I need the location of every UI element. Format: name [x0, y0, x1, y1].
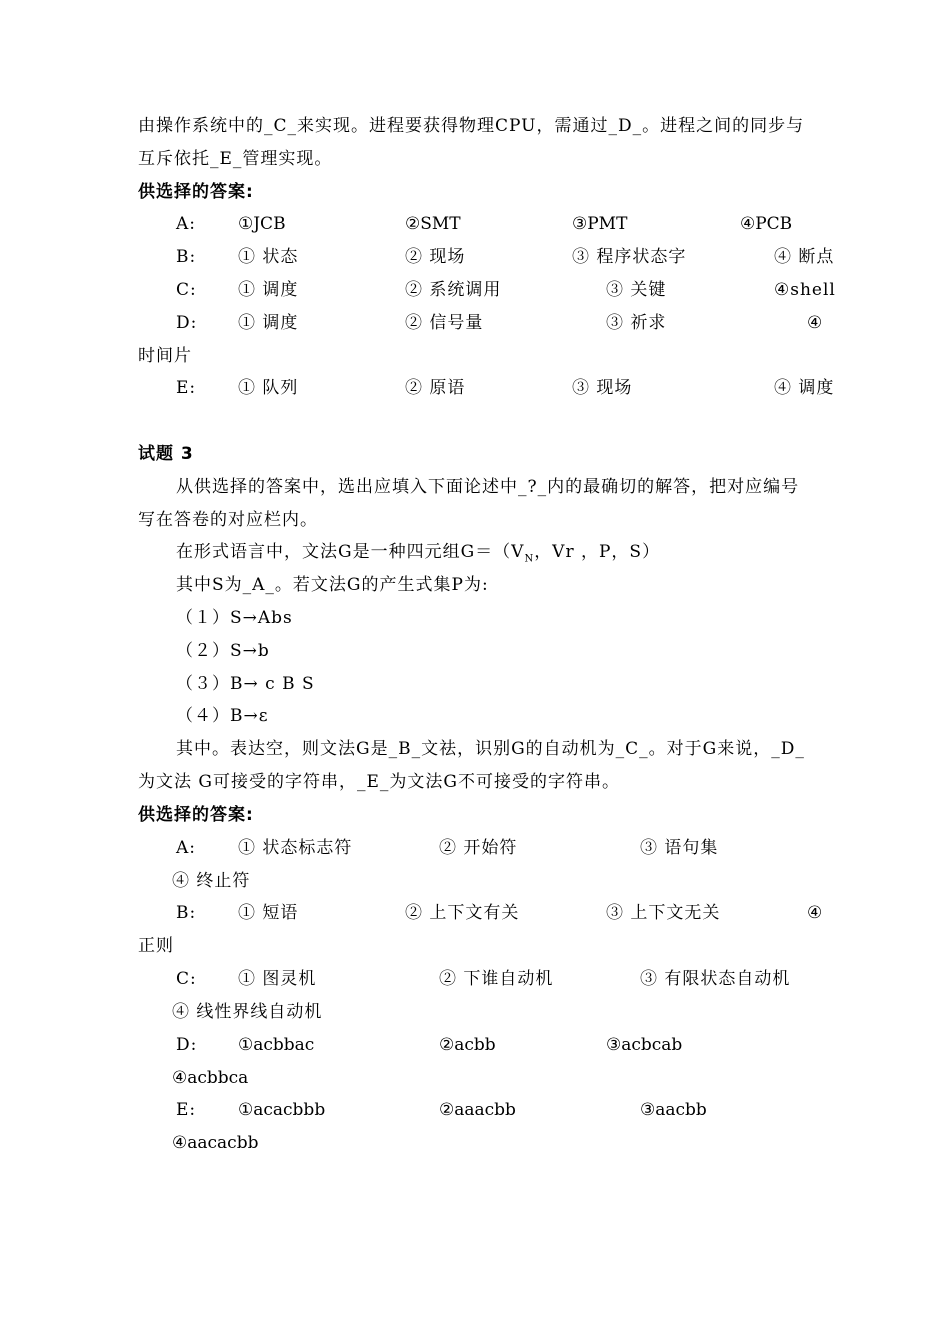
q3-instruction-line1: 从供选择的答案中，选出应填入下面论述中_?_内的最确切的解答，把对应编号: [176, 477, 800, 497]
option-label: D:: [176, 1035, 198, 1055]
option-label: B:: [176, 903, 197, 923]
option-2: ②aaacbb: [439, 1100, 516, 1120]
option-4: ④ 线性界线自动机: [172, 1002, 323, 1022]
production-3: （３）B→ c B S: [176, 674, 315, 694]
option-label: A:: [176, 214, 197, 234]
option-label: D:: [176, 313, 198, 333]
option-2: ②SMT: [405, 214, 461, 234]
q3-instruction-line2: 写在答卷的对应栏内。: [138, 510, 318, 530]
option-2: ② 下谁自动机: [439, 969, 554, 989]
option-3: ③ 上下文无关: [606, 903, 721, 923]
option-1: ①JCB: [238, 214, 286, 234]
option-4: ④ 断点: [774, 247, 835, 267]
option-3: ③ 祈求: [606, 313, 667, 333]
q2-intro-line1: 由操作系统中的_C_来实现。进程要获得物理CPU，需通过_D_。进程之间的同步与: [138, 116, 805, 136]
option-3: ③ 现场: [572, 378, 633, 398]
q2-answers-heading: 供选择的答案:: [138, 182, 254, 202]
option-4: ④ 调度: [774, 378, 835, 398]
option-label: C:: [176, 280, 197, 300]
option-3: ③aacbb: [640, 1100, 707, 1120]
option-3: ③ 程序状态字: [572, 247, 687, 267]
option-2: ② 信号量: [405, 313, 484, 333]
option-4: ④: [807, 313, 824, 333]
option-1: ① 图灵机: [238, 969, 317, 989]
option-4: ④aacacbb: [172, 1133, 259, 1153]
option-2: ② 上下文有关: [405, 903, 520, 923]
grammar-prefix: 在形式语言中，文法G是一种四元组G＝（V: [176, 542, 525, 562]
option-1: ① 调度: [238, 280, 299, 300]
option-1: ① 调度: [238, 313, 299, 333]
option-3: ③PMT: [572, 214, 628, 234]
q3-after-line1: 其中。表达空，则文法G是_B_文祛，识别G的自动机为_C_。对于G来说，_D_: [176, 739, 805, 759]
production-4: （４）B→ε: [176, 706, 269, 726]
option-label: C:: [176, 969, 197, 989]
option-label: E:: [176, 1100, 197, 1120]
option-1: ① 队列: [238, 378, 299, 398]
option-1: ① 状态标志符: [238, 838, 353, 858]
option-4: ④shell: [774, 280, 836, 300]
option-2: ② 原语: [405, 378, 466, 398]
option-1: ① 短语: [238, 903, 299, 923]
q3-answers-heading: 供选择的答案:: [138, 805, 254, 825]
option-4-continued: 时间片: [138, 346, 192, 366]
option-2: ② 系统调用: [405, 280, 502, 300]
option-3: ③ 关键: [606, 280, 667, 300]
production-1: （１）S→Abs: [176, 608, 293, 628]
option-3: ③acbcab: [606, 1035, 683, 1055]
option-1: ①acbbac: [238, 1035, 315, 1055]
option-2: ②acbb: [439, 1035, 496, 1055]
q3-title: 试题 3: [138, 444, 194, 464]
option-4-continued: 正则: [138, 936, 174, 956]
q3-grammar-definition: [176, 541, 660, 570]
option-3: ③ 语句集: [640, 838, 719, 858]
option-4: ④PCB: [740, 214, 793, 234]
option-1: ① 状态: [238, 247, 299, 267]
option-4: ④: [807, 903, 824, 923]
grammar-subscript: N: [524, 553, 535, 565]
q2-intro-line2: 互斥依托_E_管理实现。: [138, 149, 333, 169]
option-4: ④ 终止符: [172, 871, 251, 891]
option-label: B:: [176, 247, 197, 267]
option-4: ④acbbca: [172, 1068, 249, 1088]
option-label: A:: [176, 838, 197, 858]
q3-start-symbol-line: 其中S为_A_。若文法G的产生式集P为:: [176, 575, 489, 595]
q3-after-line2: 为文法 G可接受的字符串，_E_为文法G不可接受的字符串。: [138, 772, 620, 792]
option-label: E:: [176, 378, 197, 398]
option-2: ② 开始符: [439, 838, 518, 858]
option-3: ③ 有限状态自动机: [640, 969, 791, 989]
option-2: ② 现场: [405, 247, 466, 267]
option-1: ①acacbbb: [238, 1100, 326, 1120]
production-2: （２）S→b: [176, 641, 270, 661]
grammar-suffix: ，Vr ，P，S）: [534, 542, 661, 562]
